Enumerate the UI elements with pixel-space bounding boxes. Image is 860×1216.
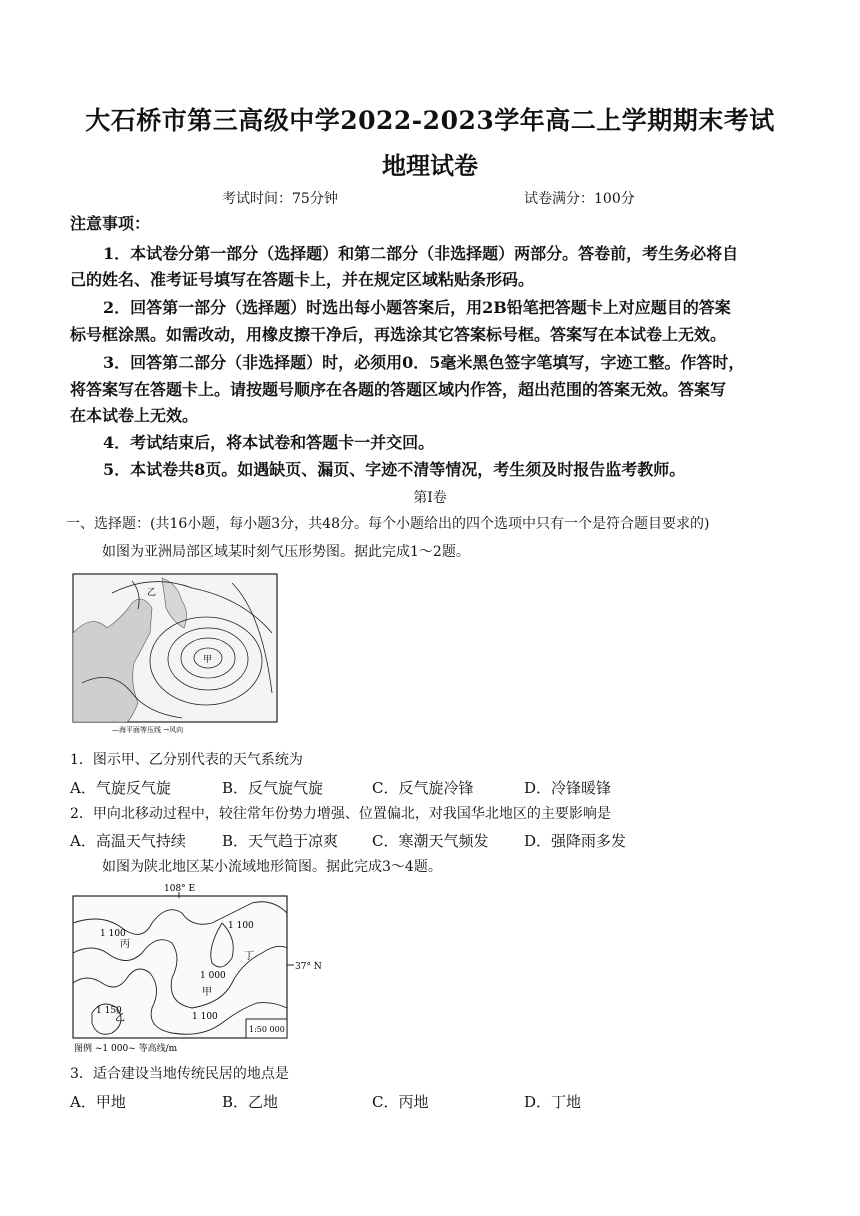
q2-option-d[interactable]: D．强降雨多发 bbox=[524, 832, 627, 850]
q3-option-a[interactable]: A．甲地 bbox=[70, 1093, 126, 1111]
notice-line: 4．考试结束后，将本试卷和答题卡一并交回。 bbox=[103, 433, 435, 452]
page-subtitle: 地理试卷 bbox=[382, 151, 478, 180]
q2-stem: 2．甲向北移动过程中，较往常年份势力增强、位置偏北，对我国华北地区的主要影响是 bbox=[70, 806, 611, 822]
contour-map bbox=[72, 883, 322, 1055]
map1-legend: —海平面等压线 →风向 bbox=[112, 726, 184, 734]
map2-latitude: 37° N bbox=[295, 962, 322, 972]
notice-line: 己的姓名、准考证号填写在答题卡上，并在规定区域粘贴条形码。 bbox=[70, 270, 535, 289]
pressure-map bbox=[72, 573, 278, 735]
section-label: 第Ⅰ卷 bbox=[413, 490, 447, 506]
group1-intro: 如图为亚洲局部区域某时刻气压形势图。据此完成1～2题。 bbox=[102, 544, 470, 560]
map1-label-jia: 甲 bbox=[203, 655, 213, 665]
page-title: 大石桥市第三高级中学2022-2023学年高二上学期期末考试 bbox=[85, 106, 775, 135]
map2-contour-1100: 1 100 bbox=[228, 921, 254, 931]
map2-contour-1000: 1 000 bbox=[200, 971, 226, 981]
notice-line: 在本试卷上无效。 bbox=[70, 406, 199, 425]
notice-line: 3．回答第二部分（非选择题）时，必须用0．5毫米黑色签字笔填写，字迹工整。作答时， bbox=[103, 353, 745, 372]
notice-line: 将答案写在答题卡上。请按题号顺序在各题的答题区域内作答，超出范围的答案无效。答案写 bbox=[70, 380, 727, 399]
q3-option-d[interactable]: D．丁地 bbox=[524, 1093, 582, 1111]
q1-option-c[interactable]: C．反气旋冷锋 bbox=[372, 779, 474, 797]
q2-option-c[interactable]: C．寒潮天气频发 bbox=[372, 832, 489, 850]
group2-intro: 如图为陕北地区某小流域地形简图。据此完成3～4题。 bbox=[102, 859, 442, 875]
map2-label-ding: 丁 bbox=[244, 951, 254, 962]
q3-stem: 3．适合建设当地传统民居的地点是 bbox=[70, 1066, 289, 1082]
map2-longitude: 108° E bbox=[164, 884, 196, 894]
q2-option-b[interactable]: B．天气趋于凉爽 bbox=[222, 832, 339, 850]
q1-option-d[interactable]: D．冷锋暖锋 bbox=[524, 779, 612, 797]
notice-line: 5．本试卷共8页。如遇缺页、漏页、字迹不清等情况，考生须及时报告监考教师。 bbox=[103, 460, 686, 479]
section-intro: 一、选择题：(共16小题，每小题3分，共48分。每个小题给出的四个选项中只有一个是符合题目要求的) bbox=[66, 516, 710, 532]
exam-time: 考试时间：75分钟 bbox=[222, 191, 338, 207]
map2-label-yi: 乙 bbox=[115, 1013, 125, 1024]
map2-label-bing: 丙 bbox=[120, 939, 130, 950]
notice-heading: 注意事项： bbox=[70, 214, 151, 233]
map2-contour-1100: 1 100 bbox=[192, 1012, 218, 1022]
map2-contour-1100: 1 100 bbox=[100, 929, 126, 939]
notice-line: 标号框涂黑。如需改动，用橡皮擦干净后，再选涂其它答案标号框。答案写在本试卷上无效。 bbox=[70, 325, 727, 344]
notice-line: 2．回答第一部分（选择题）时选出每小题答案后，用2B铅笔把答题卡上对应题目的答案 bbox=[103, 298, 731, 317]
map2-legend: 图例 ~1 000~ 等高线/m bbox=[74, 1044, 178, 1054]
q3-option-b[interactable]: B．乙地 bbox=[222, 1093, 279, 1111]
q2-option-a[interactable]: A．高温天气持续 bbox=[70, 832, 186, 850]
q1-option-a[interactable]: A．气旋反气旋 bbox=[70, 779, 171, 797]
full-score: 试卷满分：100分 bbox=[524, 191, 635, 207]
map2-scale: 1:50 000 bbox=[249, 1025, 285, 1034]
q1-stem: 1．图示甲、乙分别代表的天气系统为 bbox=[70, 752, 303, 768]
map1-label-yi: 乙 bbox=[147, 588, 157, 598]
q3-option-c[interactable]: C．丙地 bbox=[372, 1093, 429, 1111]
map2-contour-1150: 1 150 bbox=[96, 1006, 122, 1016]
q1-option-b[interactable]: B．反气旋气旋 bbox=[222, 779, 324, 797]
map2-label-jia: 甲 bbox=[202, 987, 212, 998]
notice-line: 1．本试卷分第一部分（选择题）和第二部分（非选择题）两部分。答卷前，考生务必将自 bbox=[103, 244, 739, 263]
